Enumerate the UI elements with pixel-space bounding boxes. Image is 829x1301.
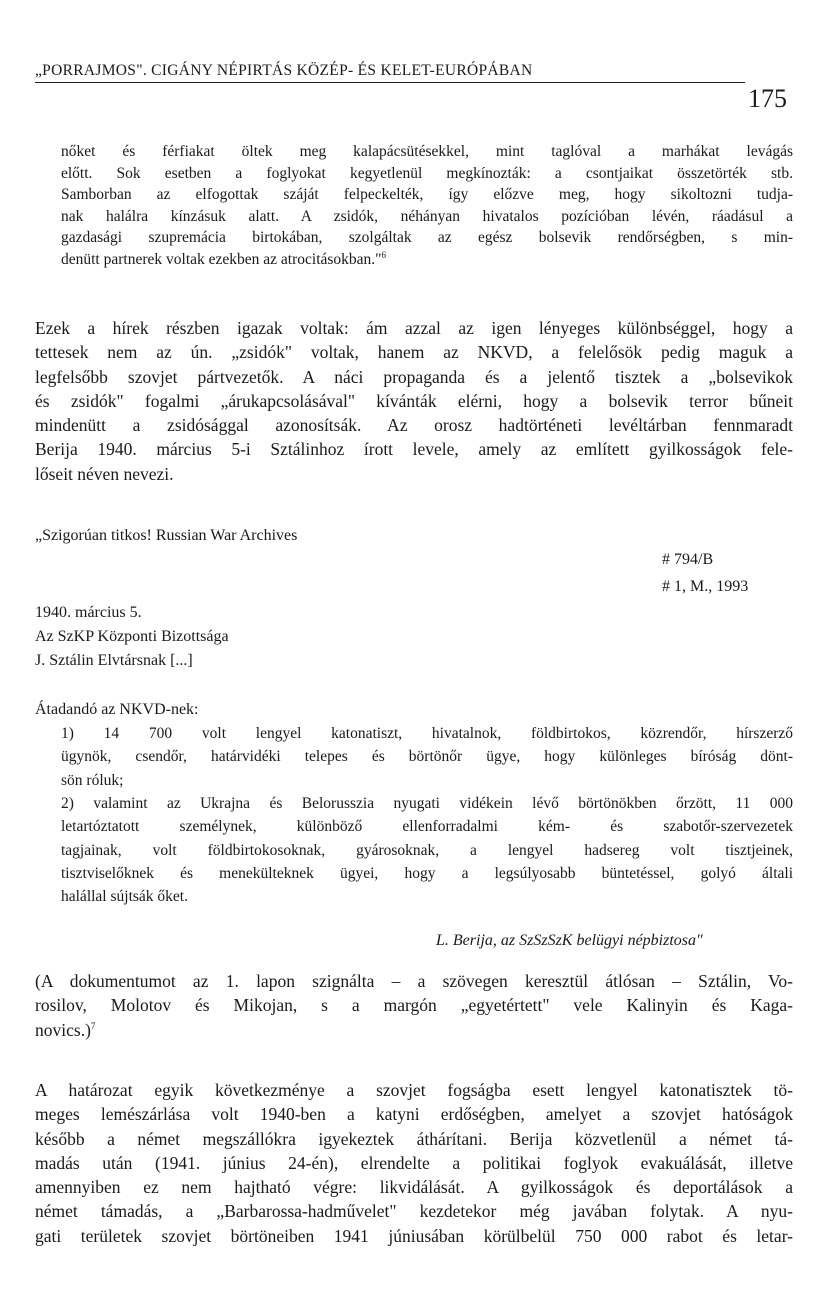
text-line: és zsidók" fogalmi „árukapcsolásával" kívánták elérni, hogy a bolsevik terror bűneit: [35, 390, 793, 411]
text-line: később a német megszállókra igyekeztek áthárítani. Berija közvetlenül a német tá-: [35, 1128, 793, 1149]
text-line: [61, 249, 793, 271]
text-line: mindenütt a zsidósággal azonosítsák. Az orosz hadtörténeti levéltárban fennmaradt: [35, 415, 793, 436]
text-line: német támadás, a „Barbarossa-hadművelet" kezdetekor még javában folytak. A nyu-: [35, 1201, 793, 1222]
document-item: [61, 792, 793, 908]
text-line: Ezek a hírek részben igazak voltak: ám azzal az igen lényeges különbséggel, hogy a: [35, 318, 793, 338]
text-line: nőket és férfiakat öltek meg kalapácsütésekkel, mint taglóval a marhákat levágás: [61, 143, 793, 160]
document-reference: # 794/B: [662, 551, 714, 568]
text-line: halállal sújtsák őket.: [61, 888, 188, 906]
text-line: sön róluk;: [61, 771, 124, 789]
text-line: (A dokumentumot az 1. lapon szignálta – a szövegen keresztül átlósan – Sztálin, Vo-: [35, 971, 793, 991]
footnote-marker: 7: [90, 1020, 96, 1031]
text-line: madás után (1941. június 24-én), elrendelte a politikai foglyok evakuálását, illetve: [35, 1152, 793, 1173]
text-line: Berija 1940. március 5-i Sztálinhoz írott levele, amely az említett gyilkosságok fele-: [35, 439, 793, 460]
text-line: előtt. Sok esetben a foglyokat kegyetlenül megkínozták: a csontjaikat összetörték stb.: [61, 164, 793, 182]
text-line-content: denütt partnerek voltak ezekben az atrocitásokban.": [61, 250, 382, 268]
paragraph: [35, 969, 793, 1042]
text-line: tagjainak, volt földbirtokosoknak, gyárosoknak, a lengyel hadsereg volt tisztjeinek,: [61, 841, 793, 859]
document-signature: L. Berija, az SzSzSzK belügyi népbiztosa": [436, 932, 703, 949]
paragraph: [35, 1078, 793, 1248]
paragraph: [35, 316, 793, 486]
quote-block: [61, 141, 793, 270]
text-line: lőseit néven nevezi.: [35, 463, 174, 484]
text-line: ügynök, csendőr, határvidéki telepes és börtönőr ügye, hogy különleges bíróság dönt-: [61, 748, 793, 766]
running-header: „PORRAJMOS". CIGÁNY NÉPIRTÁS KÖZÉP- ÉS KELET-EURÓPÁBAN: [35, 62, 745, 83]
text-line: legfelsőbb szovjet pártvezetők. A náci propaganda és a jelentő tisztek a „bolsevikok: [35, 366, 793, 387]
document-addressee: Az SzKP Központi Bizottsága: [35, 628, 229, 645]
document-heading: „Szigorúan titkos! Russian War Archives: [35, 527, 298, 544]
text-line: nak halálra kínzásuk alatt. A zsidók, néhányan hivatalos pozícióban lévén, ráadásul a: [61, 207, 793, 225]
text-line: gazdasági szupremácia birtokában, szolgáltak az egész bolsevik rendőrségben, s min-: [61, 229, 793, 246]
text-line: rosilov, Molotov és Mikojan, s a margón „egyetértett" vele Kalinyin és Kaga-: [35, 995, 793, 1016]
footnote-marker: 6: [381, 249, 386, 260]
text-line: Samborban az elfogottak száját felpeckelték, így előzve meg, hogy sikoltozni tudja-: [61, 186, 793, 203]
text-line: meges lemészárlása volt 1940-ben a katyni erdőségben, amelyet a szovjet hatóságok: [35, 1104, 793, 1125]
document-transfer-line: Átadandó az NKVD-nek:: [35, 701, 199, 718]
page-number: 175: [748, 84, 787, 113]
text-line: tisztviselőknek és menekülteknek ügyei, hogy a legsúlyosabb büntetéssel, golyó általi: [61, 864, 793, 882]
text-line: A határozat egyik következménye a szovjet fogságba esett lengyel katonatisztek tö-: [35, 1080, 793, 1100]
text-line-content: novics.): [35, 1019, 91, 1040]
text-line: 1) 14 700 volt lengyel katonatiszt, hivatalnok, földbirtokos, közrendőr, hírszerző: [61, 725, 793, 742]
document-date: 1940. március 5.: [35, 604, 142, 621]
document-item: [61, 722, 793, 792]
text-line: [35, 1018, 793, 1042]
text-line: tettesek nem az ún. „zsidók" voltak, hanem az NKVD, a felelősök pedig maguk a: [35, 342, 793, 363]
document-reference: # 1, M., 1993: [662, 578, 749, 595]
text-line: gati területek szovjet börtöneiben 1941 júniusában körülbelül 750 000 rabot és letar-: [35, 1225, 793, 1246]
text-line: 2) valamint az Ukrajna és Belorusszia nyugati vidékein lévő börtönökben őrzött, 11 000: [61, 795, 793, 812]
text-line: letartóztatott személynek, különböző ellenforradalmi kém- és szabotőr-szervezetek: [61, 818, 793, 836]
text-line: amennyiben ez nem hajtható végre: likvidálását. A gyilkosságok és deportálások a: [35, 1177, 793, 1198]
document-addressee: J. Sztálin Elvtársnak [...]: [35, 652, 193, 669]
